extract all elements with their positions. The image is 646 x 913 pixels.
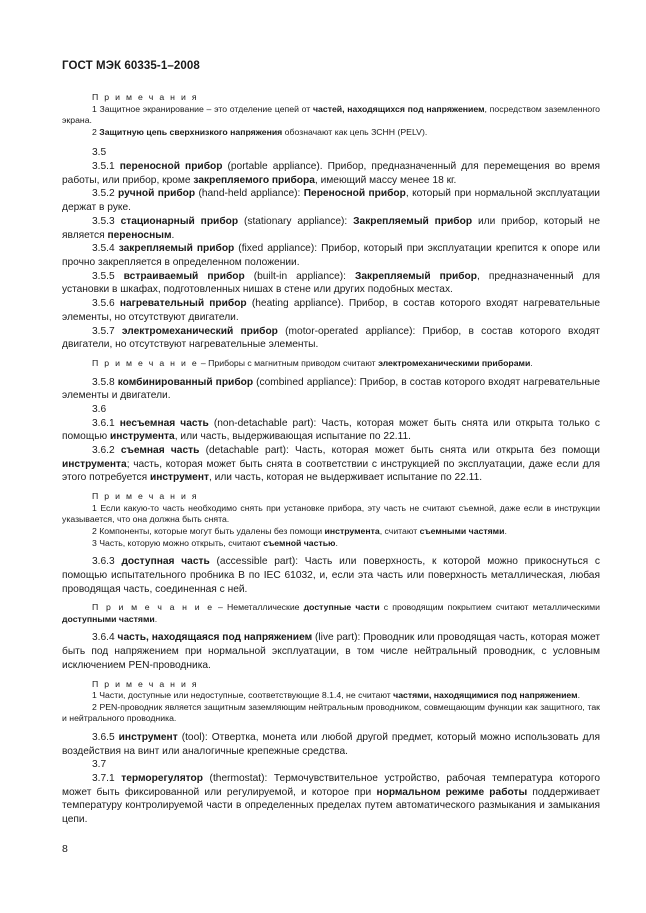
definition-3-5-5: 3.5.5 встраиваемый прибор (built-in appliance): Закрепляемый прибор, предназначенный для установки в шкафах, подготовленных нишах в стене или других подобных местах. xyxy=(62,270,600,296)
definition-3-5-2: 3.5.2 ручной прибор (hand-held appliance): Переносной прибор, который при нормальной эксплуатации держат в руке. xyxy=(62,188,600,214)
section-number: 3.7 xyxy=(92,759,107,771)
note-item: 1 Части, доступные или недоступные, соответствующие 8.1.4, не считают частями, находящимися под напряжением. xyxy=(92,690,580,701)
definition-3-6-2: 3.6.2 съемная часть (detachable part): Часть, которая может быть снята или открыта без помощи инструмента; часть, которая может быть снята в соответствии с инструкцией по эксплуатации, даже если для этого потребуется инструмент, или часть, которая не выдерживает испытание по 22.11. xyxy=(62,445,600,484)
note-heading: П р и м е ч а н и я xyxy=(92,678,199,689)
definition-3-6-4: 3.6.4 часть, находящаяся под напряжением (live part): Проводник или проводящая часть, которая может быть под напряжением при нормальной эксплуатации, в том числе нейтральный проводник, с условным исключением PEN-проводника. xyxy=(62,632,600,671)
definition-3-5-1: 3.5.1 переносной прибор (portable appliance). Прибор, предназначенный для перемещения во время работы, или прибор, кроме закрепляемого прибора, имеющий массу менее 18 кг. xyxy=(62,161,600,186)
note-item: 1 Если какую-то часть необходимо снять при установке прибора, эту часть не считают съемной, даже если в инструкции указывается, что она должна быть снята. xyxy=(62,502,600,525)
definition-3-6-1: 3.6.1 несъемная часть (non-detachable part): Часть, которая может быть снята или открыта только с помощью инструмента, или часть, выдерживающая испытание по 22.11. xyxy=(62,417,600,443)
definition-3-5-3: 3.5.3 стационарный прибор (stationary appliance): Закрепляемый прибор или прибор, который не является переносным. xyxy=(62,215,601,241)
note-heading: П р и м е ч а н и я xyxy=(92,491,199,502)
note-item: 2 Защитную цепь сверхнизкого напряжения обозначают как цепь ЗСНН (PELV). xyxy=(92,126,428,137)
definition-3-6-3: 3.6.3 доступная часть (accessible part): Часть или поверхность, к которой можно прикоснуться с помощью испытательного пробника В по IEC 61032, и, если эта часть или поверхность металлическая, любая проводящая часть, соединенная с ней. xyxy=(62,556,600,595)
page-number: 8 xyxy=(62,843,68,855)
section-number: 3.5 xyxy=(92,147,107,159)
note-item: 2 PEN-проводник является защитным заземляющим нейтральным проводником, совмещающим функции как защитного, так и нейтрального проводника. xyxy=(62,701,600,724)
document-body xyxy=(62,92,600,827)
note-item: 2 Компоненты, которые могут быть удалены без помощи инструмента, считают съемными частями. xyxy=(92,525,507,536)
definition-3-7-1: 3.7.1 терморегулятор (thermostat): Термочувствительное устройство, рабочая температура которого может быть фиксированной или регулируемой, и которое при нормальном режиме работы поддерживает температуру контролируемой части в определенных пределах путем автоматического размыкания и замыкания цепи. xyxy=(62,773,600,826)
note-3-5-7: П р и м е ч а н и е – Приборы с магнитным приводом считают электромеханическими приборами. xyxy=(92,357,533,368)
definition-3-5-4: 3.5.4 закрепляемый прибор (fixed appliance): Прибор, который при эксплуатации крепится к опоре или прочно закрепляется в определенном положении. xyxy=(62,243,601,268)
definition-3-5-8: 3.5.8 комбинированный прибор (combined appliance): Прибор, в состав которого входят нагревательные элементы и двигатели. xyxy=(62,376,600,402)
page-header: ГОСТ МЭК 60335-1–2008 xyxy=(62,60,200,72)
note-item: 3 Часть, которую можно открыть, считают съемной частью. xyxy=(92,537,338,548)
definition-3-5-7: 3.5.7 электромеханический прибор (motor-operated appliance): Прибор, в состав которого входят двигатели, но отсутствуют нагревательные элементы. xyxy=(62,325,600,351)
note-item: 1 Защитное экранирование – это отделение цепей от частей, находящихся под напряжением, посредством заземленного экрана. xyxy=(62,103,601,126)
note-3-6-3: П р и м е ч а н и е – Неметаллические доступные части с проводящим покрытием считают металлическими доступными частями. xyxy=(62,602,600,624)
definition-3-6-5: 3.6.5 инструмент (tool): Отвертка, монета или любой другой предмет, который можно использовать для воздействия на винт или аналогичные крепежные средства. xyxy=(62,731,600,757)
note-heading: П р и м е ч а н и я xyxy=(92,92,199,102)
section-number: 3.6 xyxy=(92,403,107,415)
definition-3-5-6: 3.5.6 нагревательный прибор (heating appliance). Прибор, в состав которого входят нагревательные элементы, но отсутствуют двигатели. xyxy=(62,298,600,323)
